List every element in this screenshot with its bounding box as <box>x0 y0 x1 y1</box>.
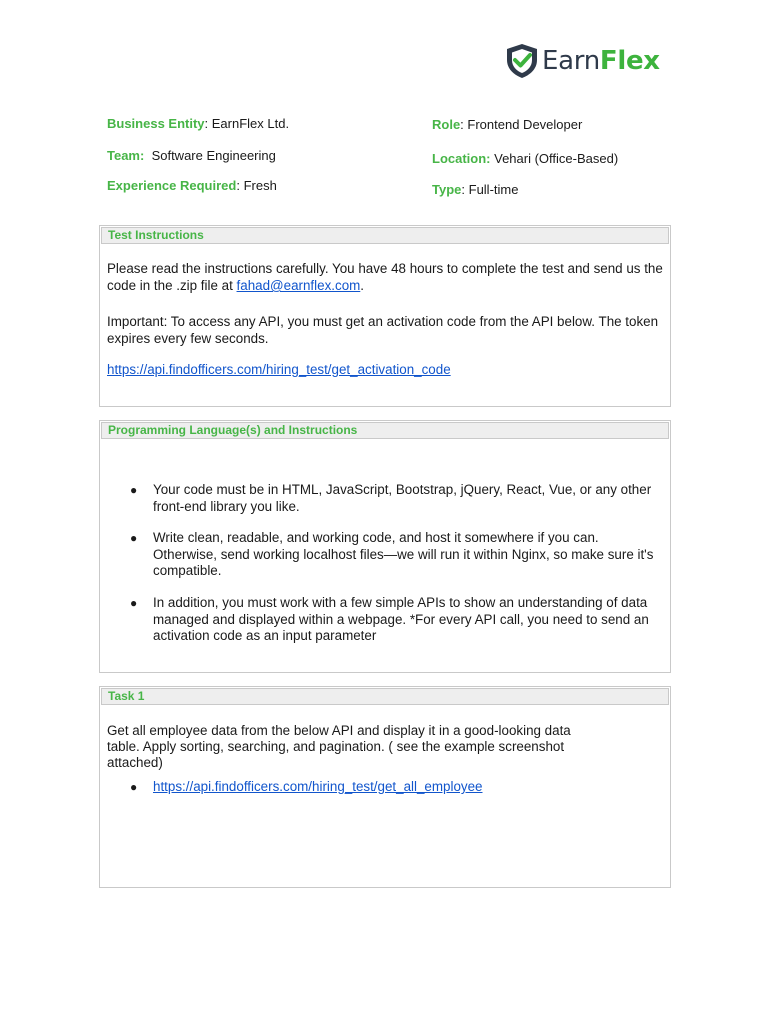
bullet-text: Your code must be in HTML, JavaScript, Bootstrap, jQuery, React, Vue, or any other front-end library you like. <box>153 482 652 514</box>
test-instructions-header: Test Instructions <box>101 227 669 244</box>
employee-api-link[interactable]: https://api.findofficers.com/hiring_test/get_all_employee <box>153 779 483 794</box>
role-value: Frontend Developer <box>467 117 583 132</box>
role-label: Role <box>432 117 461 132</box>
activation-code-link-row <box>107 361 667 378</box>
business-entity-label: Business Entity <box>107 116 205 131</box>
team-label: Team: <box>107 148 145 163</box>
programming-header: Programming Language(s) and Instructions <box>101 422 669 439</box>
important-note: Important: To access any API, you must get an activation code from the API below. The token expires every few seconds. <box>107 314 659 346</box>
team-value: Software Engineering <box>151 148 276 163</box>
activation-code-link[interactable]: https://api.findofficers.com/hiring_test/get_activation_code <box>107 362 451 377</box>
test-instructions-text: Please read the instructions carefully. You have 48 hours to complete the test and send us the code in the .zip file at <box>107 261 663 293</box>
logo-flex-text: Flex <box>599 46 660 76</box>
bullet-dot: ● <box>130 596 138 610</box>
type-field: Type: Full-time <box>432 182 519 197</box>
test-instructions-paragraph: Please read the instructions carefully. You have 48 hours to complete the test and send us the code in the .zip file at fahad@earnflex.com. <box>107 261 663 293</box>
task1-header: Task 1 <box>101 688 669 705</box>
bullet-dot: ● <box>130 531 138 545</box>
business-entity-field: Business Entity: EarnFlex Ltd. <box>107 116 290 131</box>
business-entity-value: EarnFlex Ltd. <box>211 116 290 131</box>
role-field: Role: Frontend Developer <box>432 117 583 132</box>
location-value: Vehari (Office-Based) <box>494 151 619 166</box>
experience-label: Experience Required <box>107 178 237 193</box>
experience-field: Experience Required: Fresh <box>107 178 277 193</box>
bullet-text: In addition, you must work with a few simple APIs to show an understanding of data managed and displayed within a webpage. *For every API call, you need to send an activation code as an input parameter <box>153 595 649 643</box>
shield-check-icon <box>505 43 539 79</box>
contact-email-link[interactable]: fahad@earnflex.com <box>236 278 361 293</box>
logo-earn-text: Earn <box>542 46 600 76</box>
location-label: Location: <box>432 151 491 166</box>
logo-wordmark <box>542 48 660 74</box>
type-label: Type <box>432 182 462 197</box>
earnflex-logo <box>505 42 660 80</box>
experience-value: Fresh <box>243 178 277 193</box>
bullet-text: Write clean, readable, and working code, and host it somewhere if you can. Otherwise, send working localhost files—we will run it within Nginx, so make sure it's compatible. <box>153 530 654 578</box>
type-value: Full-time <box>468 182 519 197</box>
bullet-dot: ● <box>130 780 138 794</box>
bullet-dot: ● <box>130 483 138 497</box>
task1-description: Get all employee data from the below API and display it in a good-looking data table. Apply sorting, searching, and pagination. ( see the example screenshot attached) <box>107 723 571 770</box>
location-field <box>432 151 618 167</box>
team-field <box>107 148 276 164</box>
